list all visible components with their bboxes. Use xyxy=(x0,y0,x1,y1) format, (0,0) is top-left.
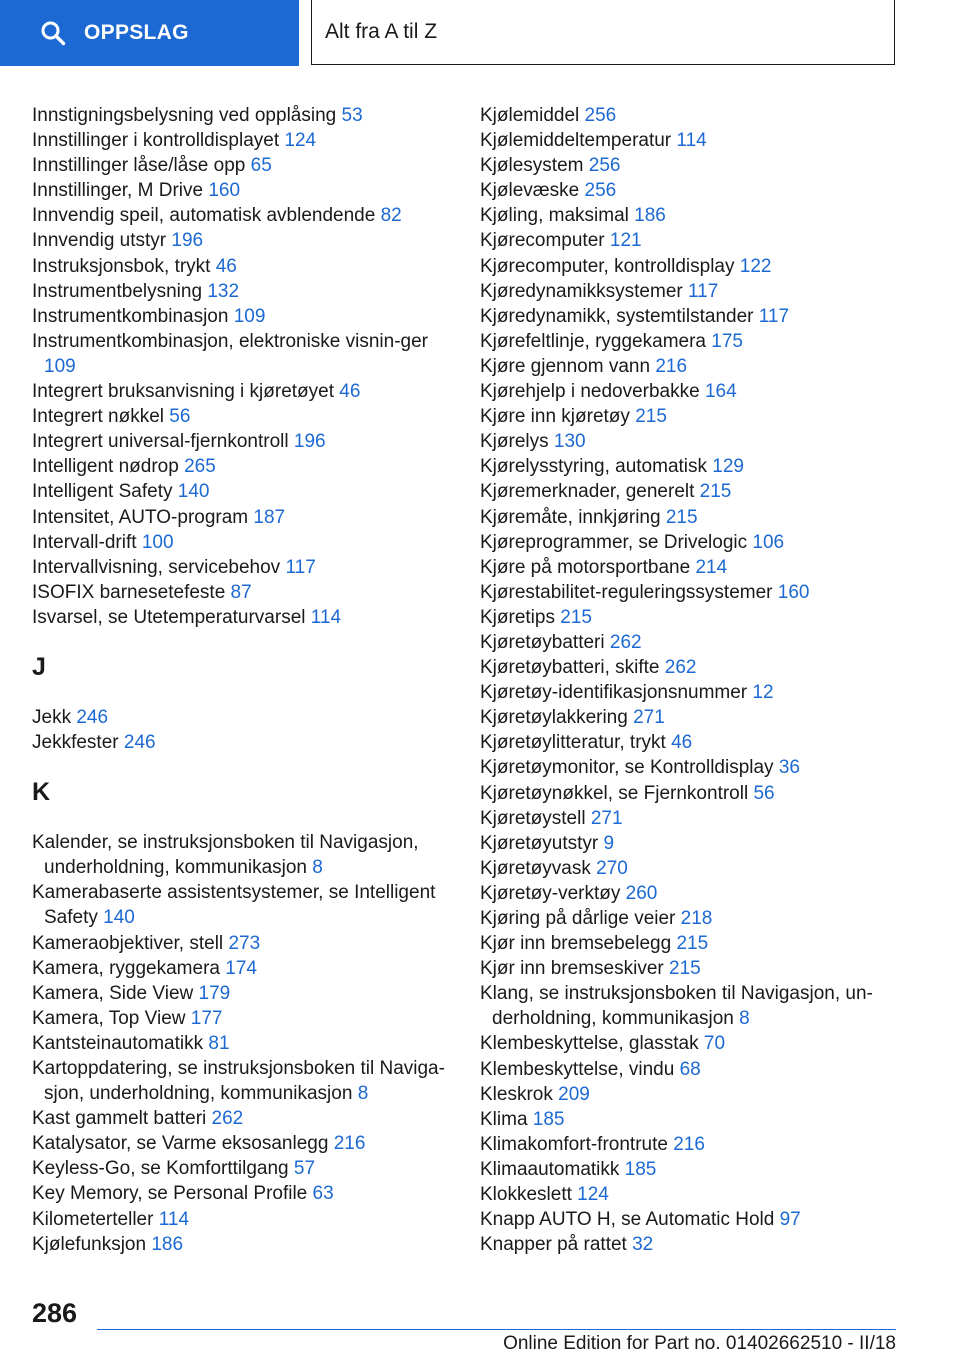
index-entry-text: Kjølesystem xyxy=(480,155,584,177)
index-entry xyxy=(480,1182,920,1207)
index-entry-text: Kjølevæske xyxy=(480,180,580,202)
index-entry xyxy=(480,203,920,228)
index-entry xyxy=(480,755,920,780)
index-entry-text: Kjørelysstyring, automatisk xyxy=(480,456,708,478)
index-entry-text: Instrumentkombinasjon xyxy=(32,305,229,327)
index-entry xyxy=(480,630,920,655)
search-icon xyxy=(40,20,66,46)
page-link[interactable]: 65 xyxy=(250,155,272,177)
index-entry xyxy=(480,153,920,178)
index-entry-text: Kjøretøyutstyr xyxy=(480,832,599,854)
index-entry xyxy=(32,203,452,228)
index-entry-text: Innstillinger, M Drive xyxy=(32,180,204,202)
page-link[interactable]: 117 xyxy=(285,556,316,578)
page-link[interactable]: 196 xyxy=(171,230,204,252)
index-entry-text: Instruksjonsbok, trykt xyxy=(32,255,211,277)
page-link[interactable]: 215 xyxy=(676,933,709,955)
index-entry xyxy=(480,329,920,354)
index-entry-text: Kjøling, maksimal xyxy=(480,205,629,227)
index-entry xyxy=(480,906,920,931)
index-entry xyxy=(32,605,452,630)
index-entry xyxy=(480,781,920,806)
index-column-right xyxy=(480,103,920,1257)
index-entry xyxy=(32,228,452,253)
index-entry xyxy=(32,128,452,153)
index-entry xyxy=(480,1031,920,1056)
page-link[interactable]: 262 xyxy=(609,631,642,653)
page-link[interactable]: 57 xyxy=(293,1158,316,1180)
index-entry-text: Kjørefeltlinje, ryggekamera xyxy=(480,330,706,352)
index-entry xyxy=(480,1082,920,1107)
page-link[interactable]: 97 xyxy=(779,1209,801,1231)
page-link[interactable]: 265 xyxy=(184,456,216,478)
page-link[interactable]: 121 xyxy=(609,230,642,252)
index-entry xyxy=(480,1132,920,1157)
index-entry xyxy=(480,379,920,404)
page-link[interactable]: 160 xyxy=(208,180,241,202)
index-entry xyxy=(480,881,920,906)
page-link[interactable]: 260 xyxy=(625,882,658,904)
index-entry xyxy=(32,830,452,880)
index-entry-text: Intervall-drift xyxy=(32,531,137,553)
index-entry-text: Kjøreprogrammer, se Drivelogic xyxy=(480,531,748,553)
index-entry xyxy=(480,730,920,755)
index-entry-text: Kjøretøybatteri, skifte xyxy=(480,657,660,679)
index-entry-text: Kjørehjelp i nedoverbakke xyxy=(480,381,700,403)
index-entry-text: Knapper på rattet xyxy=(480,1234,627,1256)
index-entry xyxy=(480,1107,920,1132)
index-entry-text: Keyless-Go, se Komforttilgang xyxy=(32,1158,289,1180)
page-link[interactable]: 216 xyxy=(673,1133,705,1155)
index-entry-text: Kjøretøymonitor, se Kontrolldisplay xyxy=(480,757,774,779)
index-entry-text: Kjørecomputer, kontrolldisplay xyxy=(480,255,735,277)
page-link[interactable]: 132 xyxy=(207,280,240,302)
index-entry xyxy=(32,931,452,956)
index-entry xyxy=(480,705,920,730)
page-link[interactable]: 117 xyxy=(758,305,790,327)
footer-divider xyxy=(97,1329,896,1330)
index-entry-text: Kalender, se instruksjonsboken til Navigasjon, underholdning, kommunikasjon xyxy=(32,832,419,879)
page-link[interactable]: 82 xyxy=(380,205,402,227)
index-entry-text: Kjølefunksjon xyxy=(32,1233,147,1255)
index-entry-text: Kjølemiddeltemperatur xyxy=(480,130,672,152)
page-link[interactable]: 124 xyxy=(577,1184,609,1206)
page-link[interactable]: 56 xyxy=(169,406,191,428)
index-entry-text: Klembeskyttelse, vindu xyxy=(480,1058,675,1080)
index-entry-text: Kartoppdatering, se instruksjonsboken til Naviga‐sjon, underholdning, kommunikasjon xyxy=(32,1058,445,1105)
index-entry-text: Intelligent nødrop xyxy=(32,456,179,478)
page-link[interactable]: 256 xyxy=(584,105,617,126)
page-link[interactable]: 87 xyxy=(230,581,252,603)
index-entry xyxy=(480,479,920,504)
index-entry-text: Kjøretips xyxy=(480,606,555,628)
index-entry-text: Katalysator, se Varme eksosanlegg xyxy=(32,1133,329,1155)
page-link[interactable]: 187 xyxy=(253,506,286,528)
index-entry xyxy=(480,228,920,253)
page-link[interactable]: 70 xyxy=(703,1033,726,1055)
index-entry xyxy=(480,404,920,429)
index-entry xyxy=(480,806,920,831)
index-entry xyxy=(480,580,920,605)
page-link[interactable]: 256 xyxy=(584,180,617,202)
index-entry xyxy=(32,956,452,981)
index-entry xyxy=(480,856,920,881)
index-entry xyxy=(32,1031,452,1056)
index-entry xyxy=(32,404,452,429)
index-entry-text: Kjøredynamikk, systemtilstander xyxy=(480,305,754,327)
page-link[interactable]: 215 xyxy=(699,481,732,503)
index-entry-text: Jekk xyxy=(32,706,72,728)
index-entry xyxy=(32,530,452,555)
index-entry-text: Key Memory, se Personal Profile xyxy=(32,1183,308,1205)
page-link[interactable]: 186 xyxy=(151,1233,184,1255)
page-link[interactable]: 215 xyxy=(665,506,698,528)
page-link[interactable]: 130 xyxy=(553,431,586,453)
page-link[interactable]: 56 xyxy=(753,782,775,804)
page-link[interactable]: 122 xyxy=(739,255,772,277)
index-entry-text: Kast gammelt batteri xyxy=(32,1108,207,1130)
index-entry xyxy=(32,1232,452,1257)
index-entry-text: Integrert universal-fjernkontroll xyxy=(32,431,289,453)
index-entry xyxy=(480,354,920,379)
index-entry xyxy=(480,103,920,128)
page-link[interactable]: 100 xyxy=(141,531,174,553)
page-link[interactable]: 8 xyxy=(357,1083,369,1105)
page-link[interactable]: 32 xyxy=(632,1234,654,1256)
index-entry-text: Kilometerteller xyxy=(32,1208,154,1230)
index-entry-text: Kantsteinautomatikk xyxy=(32,1032,204,1054)
index-entry-text: Kamera, ryggekamera xyxy=(32,957,220,979)
index-entry xyxy=(480,454,920,479)
index-entry-text: Kjøretøynøkkel, se Fjernkontroll xyxy=(480,782,749,804)
page-link[interactable]: 186 xyxy=(634,205,666,227)
index-entry-text: Integrert bruksanvisning i kjøretøyet xyxy=(32,381,335,403)
index-entry xyxy=(480,956,920,981)
index-entry-text: Intensitet, AUTO-program xyxy=(32,506,249,528)
page-link[interactable]: 36 xyxy=(778,757,800,779)
page-link[interactable]: 262 xyxy=(211,1108,244,1130)
search-label: OPPSLAG xyxy=(84,21,189,44)
index-entry-text: Klang, se instruksjonsboken til Navigasjon, un‐derholdning, kommunikasjon xyxy=(480,983,873,1030)
index-entry-text: Innvendig utstyr xyxy=(32,230,167,252)
index-entry xyxy=(32,1106,452,1131)
page-link[interactable]: 164 xyxy=(704,381,737,403)
page-link[interactable]: 271 xyxy=(633,707,665,729)
page-link[interactable]: 8 xyxy=(739,1008,750,1030)
index-entry xyxy=(480,530,920,555)
index-entry xyxy=(32,705,452,730)
page-link[interactable]: 46 xyxy=(671,732,693,754)
index-entry-text: Kameraobjektiver, stell xyxy=(32,932,224,954)
index-entry xyxy=(32,254,452,279)
index-column-left xyxy=(32,103,452,1257)
page-link[interactable]: 177 xyxy=(190,1007,223,1029)
page-link[interactable]: 185 xyxy=(532,1108,565,1130)
index-entry-text: Intervallvisning, servicebehov xyxy=(32,556,281,578)
index-entry xyxy=(480,1157,920,1182)
page-link[interactable]: 270 xyxy=(596,857,628,879)
page-link[interactable]: 114 xyxy=(310,606,342,628)
index-entry-text: Kjøretøy-identifikasjonsnummer xyxy=(480,682,748,704)
page-link[interactable]: 256 xyxy=(588,155,621,177)
page-link[interactable]: 196 xyxy=(293,431,326,453)
index-entry xyxy=(32,429,452,454)
index-entry-text: Kleskrok xyxy=(480,1083,553,1105)
index-entry-text: Kjøretøybatteri xyxy=(480,631,605,653)
page-link[interactable]: 106 xyxy=(752,531,785,553)
index-entry xyxy=(32,555,452,580)
page-link[interactable]: 185 xyxy=(624,1158,657,1180)
index-entry-text: Kjølemiddel xyxy=(480,105,580,126)
index-entry xyxy=(32,153,452,178)
page-link[interactable]: 175 xyxy=(711,330,743,352)
index-entry-text: Kjøretøy-verktøy xyxy=(480,882,621,904)
index-entry-text: Instrumentkombinasjon, elektroniske visnin‐ger xyxy=(32,330,429,352)
index-entry-text: Kjøretøyvask xyxy=(480,857,591,879)
index-entry-text: Innstigningsbelysning ved opplåsing xyxy=(32,105,337,126)
index-entry-text: Klimaautomatikk xyxy=(480,1158,620,1180)
index-entry-text: Kjørestabilitet-reguleringssystemer xyxy=(480,581,773,603)
page-link[interactable]: 179 xyxy=(198,982,231,1004)
index-entry-text: Kjøremerknader, generelt xyxy=(480,481,695,503)
index-entry-text: Innvendig speil, automatisk avblendende xyxy=(32,205,376,227)
index-entry xyxy=(480,304,920,329)
page-link[interactable]: 214 xyxy=(695,556,728,578)
index-entry-text: Isvarsel, se Utetemperaturvarsel xyxy=(32,606,306,628)
index-entry xyxy=(32,103,452,128)
index-entry xyxy=(480,831,920,856)
page-link[interactable]: 218 xyxy=(680,908,713,929)
page-link[interactable]: 114 xyxy=(158,1208,190,1230)
page-link[interactable]: 262 xyxy=(664,657,697,679)
page-link[interactable]: 140 xyxy=(177,481,210,503)
index-entry xyxy=(480,655,920,680)
index-entry-text: ISOFIX barnesetefeste xyxy=(32,581,226,603)
index-entry-text: Kjør inn bremseskiver xyxy=(480,958,664,980)
index-entry-text: Kjøre inn kjøretøy xyxy=(480,406,630,428)
index-entry xyxy=(480,1057,920,1082)
index-entry xyxy=(480,1232,920,1257)
page-link[interactable]: 124 xyxy=(284,130,317,152)
page-link[interactable]: 9 xyxy=(603,832,615,854)
index-entry xyxy=(32,379,452,404)
index-entry xyxy=(32,304,452,329)
index-entry xyxy=(32,580,452,605)
index-entry-text: Kjøretøylitteratur, trykt xyxy=(480,732,666,754)
index-entry xyxy=(480,981,920,1031)
index-letter-heading: J xyxy=(32,652,46,681)
page-link[interactable]: 273 xyxy=(228,932,261,954)
index-entry xyxy=(480,254,920,279)
page-link[interactable]: 46 xyxy=(215,255,237,277)
index-entry-text: Klima xyxy=(480,1108,528,1130)
index-entry-text: Intelligent Safety xyxy=(32,481,173,503)
index-entry-text: Kjør inn bremsebelegg xyxy=(480,933,672,955)
index-entry xyxy=(32,880,452,930)
index-entry-text: Kamera, Side View xyxy=(32,982,194,1004)
page-link[interactable]: 271 xyxy=(590,807,623,829)
page-link[interactable]: 140 xyxy=(103,907,135,929)
index-entry xyxy=(480,555,920,580)
index-entry-text: Kjøretøystell xyxy=(480,807,586,829)
index-entry xyxy=(32,279,452,304)
page-link[interactable]: 12 xyxy=(752,682,774,704)
index-entry xyxy=(480,128,920,153)
index-entry-text: Kjøre på motorsportbane xyxy=(480,556,691,578)
page-link[interactable]: 160 xyxy=(777,581,810,603)
index-entry-text: Kjøredynamikksystemer xyxy=(480,280,683,302)
page-link[interactable]: 68 xyxy=(679,1058,701,1080)
page-link[interactable]: 8 xyxy=(312,857,323,879)
index-entry xyxy=(480,605,920,630)
index-entry-text: Instrumentbelysning xyxy=(32,280,203,302)
page-link[interactable]: 246 xyxy=(76,706,109,728)
index-entry xyxy=(32,479,452,504)
index-entry-text: Jekkfester xyxy=(32,732,119,754)
page-link[interactable]: 109 xyxy=(44,355,76,377)
index-entry-text: Kamera, Top View xyxy=(32,1007,186,1029)
page-link[interactable]: 215 xyxy=(635,406,667,428)
index-letter-heading: K xyxy=(32,778,51,807)
index-entry xyxy=(480,1207,920,1232)
page-link[interactable]: 81 xyxy=(208,1032,230,1054)
page-link[interactable]: 46 xyxy=(339,381,361,403)
index-entry xyxy=(32,329,452,379)
footer-edition: Online Edition for Part no. 01402662510 - II/18 xyxy=(503,1333,896,1354)
index-entry xyxy=(32,1207,452,1232)
index-entry xyxy=(480,931,920,956)
index-entry-text: Knapp AUTO H, se Automatic Hold xyxy=(480,1209,775,1231)
page-link[interactable]: 216 xyxy=(333,1133,366,1155)
index-entry-text: Klembeskyttelse, glasstak xyxy=(480,1033,699,1055)
index-entry xyxy=(480,680,920,705)
index-entry xyxy=(32,1056,452,1106)
index-entry xyxy=(32,1131,452,1156)
index-entry-text: Kjørelys xyxy=(480,431,549,453)
index-entry xyxy=(32,454,452,479)
index-entry-text: Innstillinger i kontrolldisplayet xyxy=(32,130,280,152)
page-link[interactable]: 209 xyxy=(558,1083,590,1105)
index-entry-text: Kjøring på dårlige veier xyxy=(480,908,676,929)
index-entry xyxy=(480,178,920,203)
page-link[interactable]: 246 xyxy=(123,732,156,754)
search-button[interactable] xyxy=(0,0,299,66)
index-entry xyxy=(32,1156,452,1181)
index-entry-text: Kjøre gjennom vann xyxy=(480,355,651,377)
index-entry-text: Innstillinger låse/låse opp xyxy=(32,155,246,177)
page-link[interactable]: 129 xyxy=(712,456,744,478)
index-entry xyxy=(480,279,920,304)
index-entry xyxy=(480,429,920,454)
section-title: Alt fra A til Z xyxy=(311,0,895,65)
index-entry-text: Kjøretøylakkering xyxy=(480,707,628,729)
index-entry xyxy=(480,505,920,530)
index-entry-text: Kjørecomputer xyxy=(480,230,605,252)
index-entry xyxy=(32,981,452,1006)
page-link[interactable]: 174 xyxy=(225,957,257,979)
index-entry-text: Klokkeslett xyxy=(480,1184,572,1206)
index-entry-text: Kamerabaserte assistentsystemer, se Intelligent Safety xyxy=(32,882,436,929)
page-link[interactable]: 53 xyxy=(341,105,363,126)
page-link[interactable]: 215 xyxy=(560,606,592,628)
page-link[interactable]: 216 xyxy=(655,355,688,377)
index-entry-text: Kjøremåte, innkjøring xyxy=(480,506,661,528)
index-entry-text: Klimakomfort-frontrute xyxy=(480,1133,668,1155)
index-entry xyxy=(32,730,452,755)
index-entry xyxy=(32,1006,452,1031)
index-entry-text: Integrert nøkkel xyxy=(32,406,164,428)
page-link[interactable]: 109 xyxy=(233,305,266,327)
page-link[interactable]: 114 xyxy=(676,130,707,152)
index-entry xyxy=(32,178,452,203)
page-number: 286 xyxy=(32,1298,78,1328)
page-link[interactable]: 215 xyxy=(669,958,701,980)
page-link[interactable]: 63 xyxy=(312,1183,334,1205)
index-entry xyxy=(32,1181,452,1206)
index-entry xyxy=(32,505,452,530)
page-link[interactable]: 117 xyxy=(688,280,719,302)
